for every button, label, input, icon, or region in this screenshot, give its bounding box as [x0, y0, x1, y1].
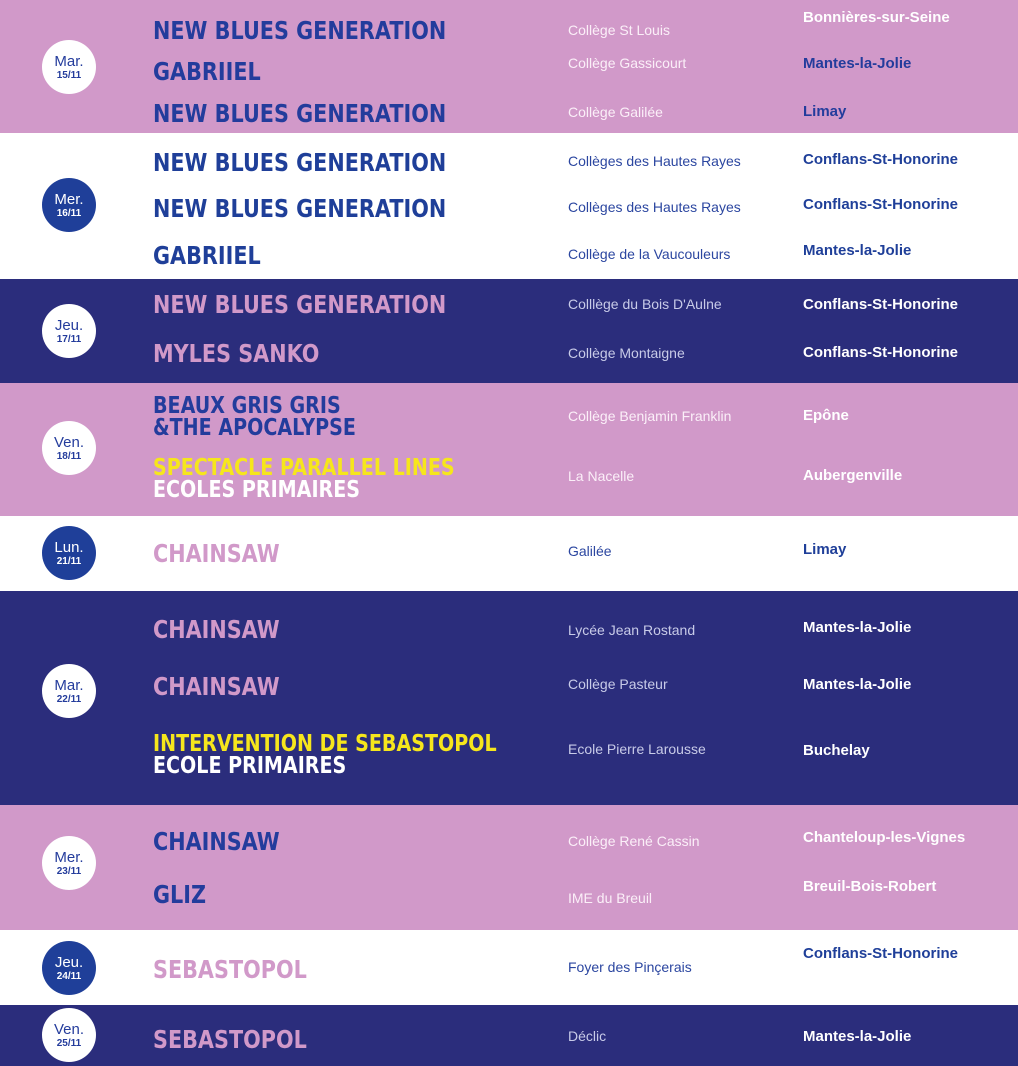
badge-date: 25/11: [56, 1037, 82, 1049]
badge-date: 24/11: [56, 970, 82, 982]
city: Breuil-Bois-Robert: [803, 878, 937, 895]
act-name: [153, 292, 506, 317]
act-line: ECOLE PRIMAIRES: [153, 753, 347, 779]
act-line: GLIZ: [153, 880, 207, 909]
city: Mantes-la-Jolie: [803, 55, 912, 72]
badge-date: 22/11: [56, 693, 82, 705]
badge-date: 17/11: [56, 333, 82, 345]
act-line: NEW BLUES GENERATION: [153, 148, 447, 177]
date-badge: [42, 1008, 96, 1062]
date-badge: [42, 664, 96, 718]
city: Buchelay: [803, 742, 870, 759]
act-line: GABRIIEL: [153, 57, 261, 86]
venue: Collège St Louis: [568, 22, 670, 38]
badge-day: Mar.: [54, 52, 84, 70]
badge-day: Lun.: [54, 538, 84, 556]
act-name: [153, 957, 338, 982]
city: Conflans-St-Honorine: [803, 945, 958, 962]
act-line: NEW BLUES GENERATION: [153, 16, 447, 45]
badge-date: 15/11: [56, 69, 82, 81]
act-line: CHAINSAW: [153, 615, 280, 644]
city: Aubergenville: [803, 467, 903, 484]
badge-date: 16/11: [56, 207, 82, 219]
city: Conflans-St-Honorine: [803, 151, 958, 168]
venue: Déclic: [568, 1028, 607, 1044]
act-name: [153, 150, 506, 175]
city: Epône: [803, 407, 849, 424]
badge-day: Jeu.: [54, 316, 84, 334]
city: Mantes-la-Jolie: [803, 242, 912, 259]
venue: Foyer des Pinçerais: [568, 959, 692, 975]
venue: Ecole Pierre Larousse: [568, 741, 706, 757]
act-line: CHAINSAW: [153, 539, 280, 568]
act-line: NEW BLUES GENERATION: [153, 290, 447, 319]
day-block: [0, 516, 1018, 591]
act-name: [153, 243, 283, 268]
venue: Colllège du Bois D'Aulne: [568, 296, 722, 312]
act-name: [153, 101, 506, 126]
act-name: [153, 196, 506, 221]
venue: Collège Gassicourt: [568, 55, 687, 71]
act-line: NEW BLUES GENERATION: [153, 194, 447, 223]
city: Conflans-St-Honorine: [803, 344, 958, 361]
city: Mantes-la-Jolie: [803, 676, 912, 693]
city: Limay: [803, 541, 847, 558]
act-name: [153, 395, 397, 439]
badge-day: Mar.: [54, 676, 84, 694]
city: Chanteloup-les-Vignes: [803, 829, 966, 846]
venue: Galilée: [568, 543, 612, 559]
act-line: &THE APOCALYPSE: [153, 415, 356, 441]
badge-day: Ven.: [53, 433, 85, 451]
city: Mantes-la-Jolie: [803, 1028, 912, 1045]
date-badge: [42, 304, 96, 358]
day-block: [0, 1005, 1018, 1066]
badge-date: 21/11: [56, 555, 82, 567]
city: Bonnières-sur-Seine: [803, 9, 950, 26]
act-line: NEW BLUES GENERATION: [153, 99, 447, 128]
venue: Collège Montaigne: [568, 345, 685, 361]
date-badge: [42, 836, 96, 890]
badge-date: 23/11: [56, 865, 82, 877]
act-name: [153, 829, 306, 854]
venue: Collège Pasteur: [568, 676, 668, 692]
act-name: [153, 457, 516, 501]
act-name: [153, 1027, 338, 1052]
badge-day: Mer.: [54, 848, 84, 866]
day-block: [0, 383, 1018, 516]
city: Conflans-St-Honorine: [803, 296, 958, 313]
act-name: [153, 617, 306, 642]
city: Mantes-la-Jolie: [803, 619, 912, 636]
venue: La Nacelle: [568, 468, 635, 484]
act-line: SEBASTOPOL: [153, 1025, 307, 1054]
day-block: [0, 0, 1018, 133]
act-line: MYLES SANKO: [153, 339, 320, 368]
act-line: CHAINSAW: [153, 672, 280, 701]
venue: Collèges des Hautes Rayes: [568, 153, 741, 169]
act-line: CHAINSAW: [153, 827, 280, 856]
act-line: ECOLES PRIMAIRES: [153, 477, 361, 503]
act-line: GABRIIEL: [153, 241, 261, 270]
day-block: [0, 930, 1018, 1005]
act-line: INTERVENTION DE SEBASTOPOL: [153, 731, 497, 757]
badge-date: 18/11: [56, 450, 82, 462]
venue: Collège de la Vaucouleurs: [568, 246, 731, 262]
venue: Lycée Jean Rostand: [568, 622, 696, 638]
badge-day: Jeu.: [54, 953, 84, 971]
venue: Collège Benjamin Franklin: [568, 408, 732, 424]
act-line: SEBASTOPOL: [153, 955, 307, 984]
venue: IME du Breuil: [568, 890, 653, 906]
venue: Collège Galilée: [568, 104, 663, 120]
date-badge: [42, 941, 96, 995]
badge-day: Mer.: [54, 190, 84, 208]
day-block: [0, 805, 1018, 930]
act-name: [153, 341, 353, 366]
day-block: [0, 279, 1018, 383]
act-name: [153, 18, 506, 43]
date-badge: [42, 421, 96, 475]
city: Conflans-St-Honorine: [803, 196, 958, 213]
act-name: [153, 882, 217, 907]
act-name: [153, 541, 306, 566]
venue: Collège René Cassin: [568, 833, 700, 849]
act-line: SPECTACLE PARALLEL LINES: [153, 455, 455, 481]
date-badge: [42, 526, 96, 580]
day-block: [0, 591, 1018, 805]
act-name: [153, 674, 306, 699]
day-block: [0, 133, 1018, 279]
venue: Collèges des Hautes Rayes: [568, 199, 741, 215]
date-badge: [42, 178, 96, 232]
act-name: [153, 59, 283, 84]
date-badge: [42, 40, 96, 94]
act-name: [153, 733, 567, 777]
city: Limay: [803, 103, 847, 120]
act-line: BEAUX GRIS GRIS: [153, 393, 341, 419]
badge-day: Ven.: [53, 1020, 85, 1038]
